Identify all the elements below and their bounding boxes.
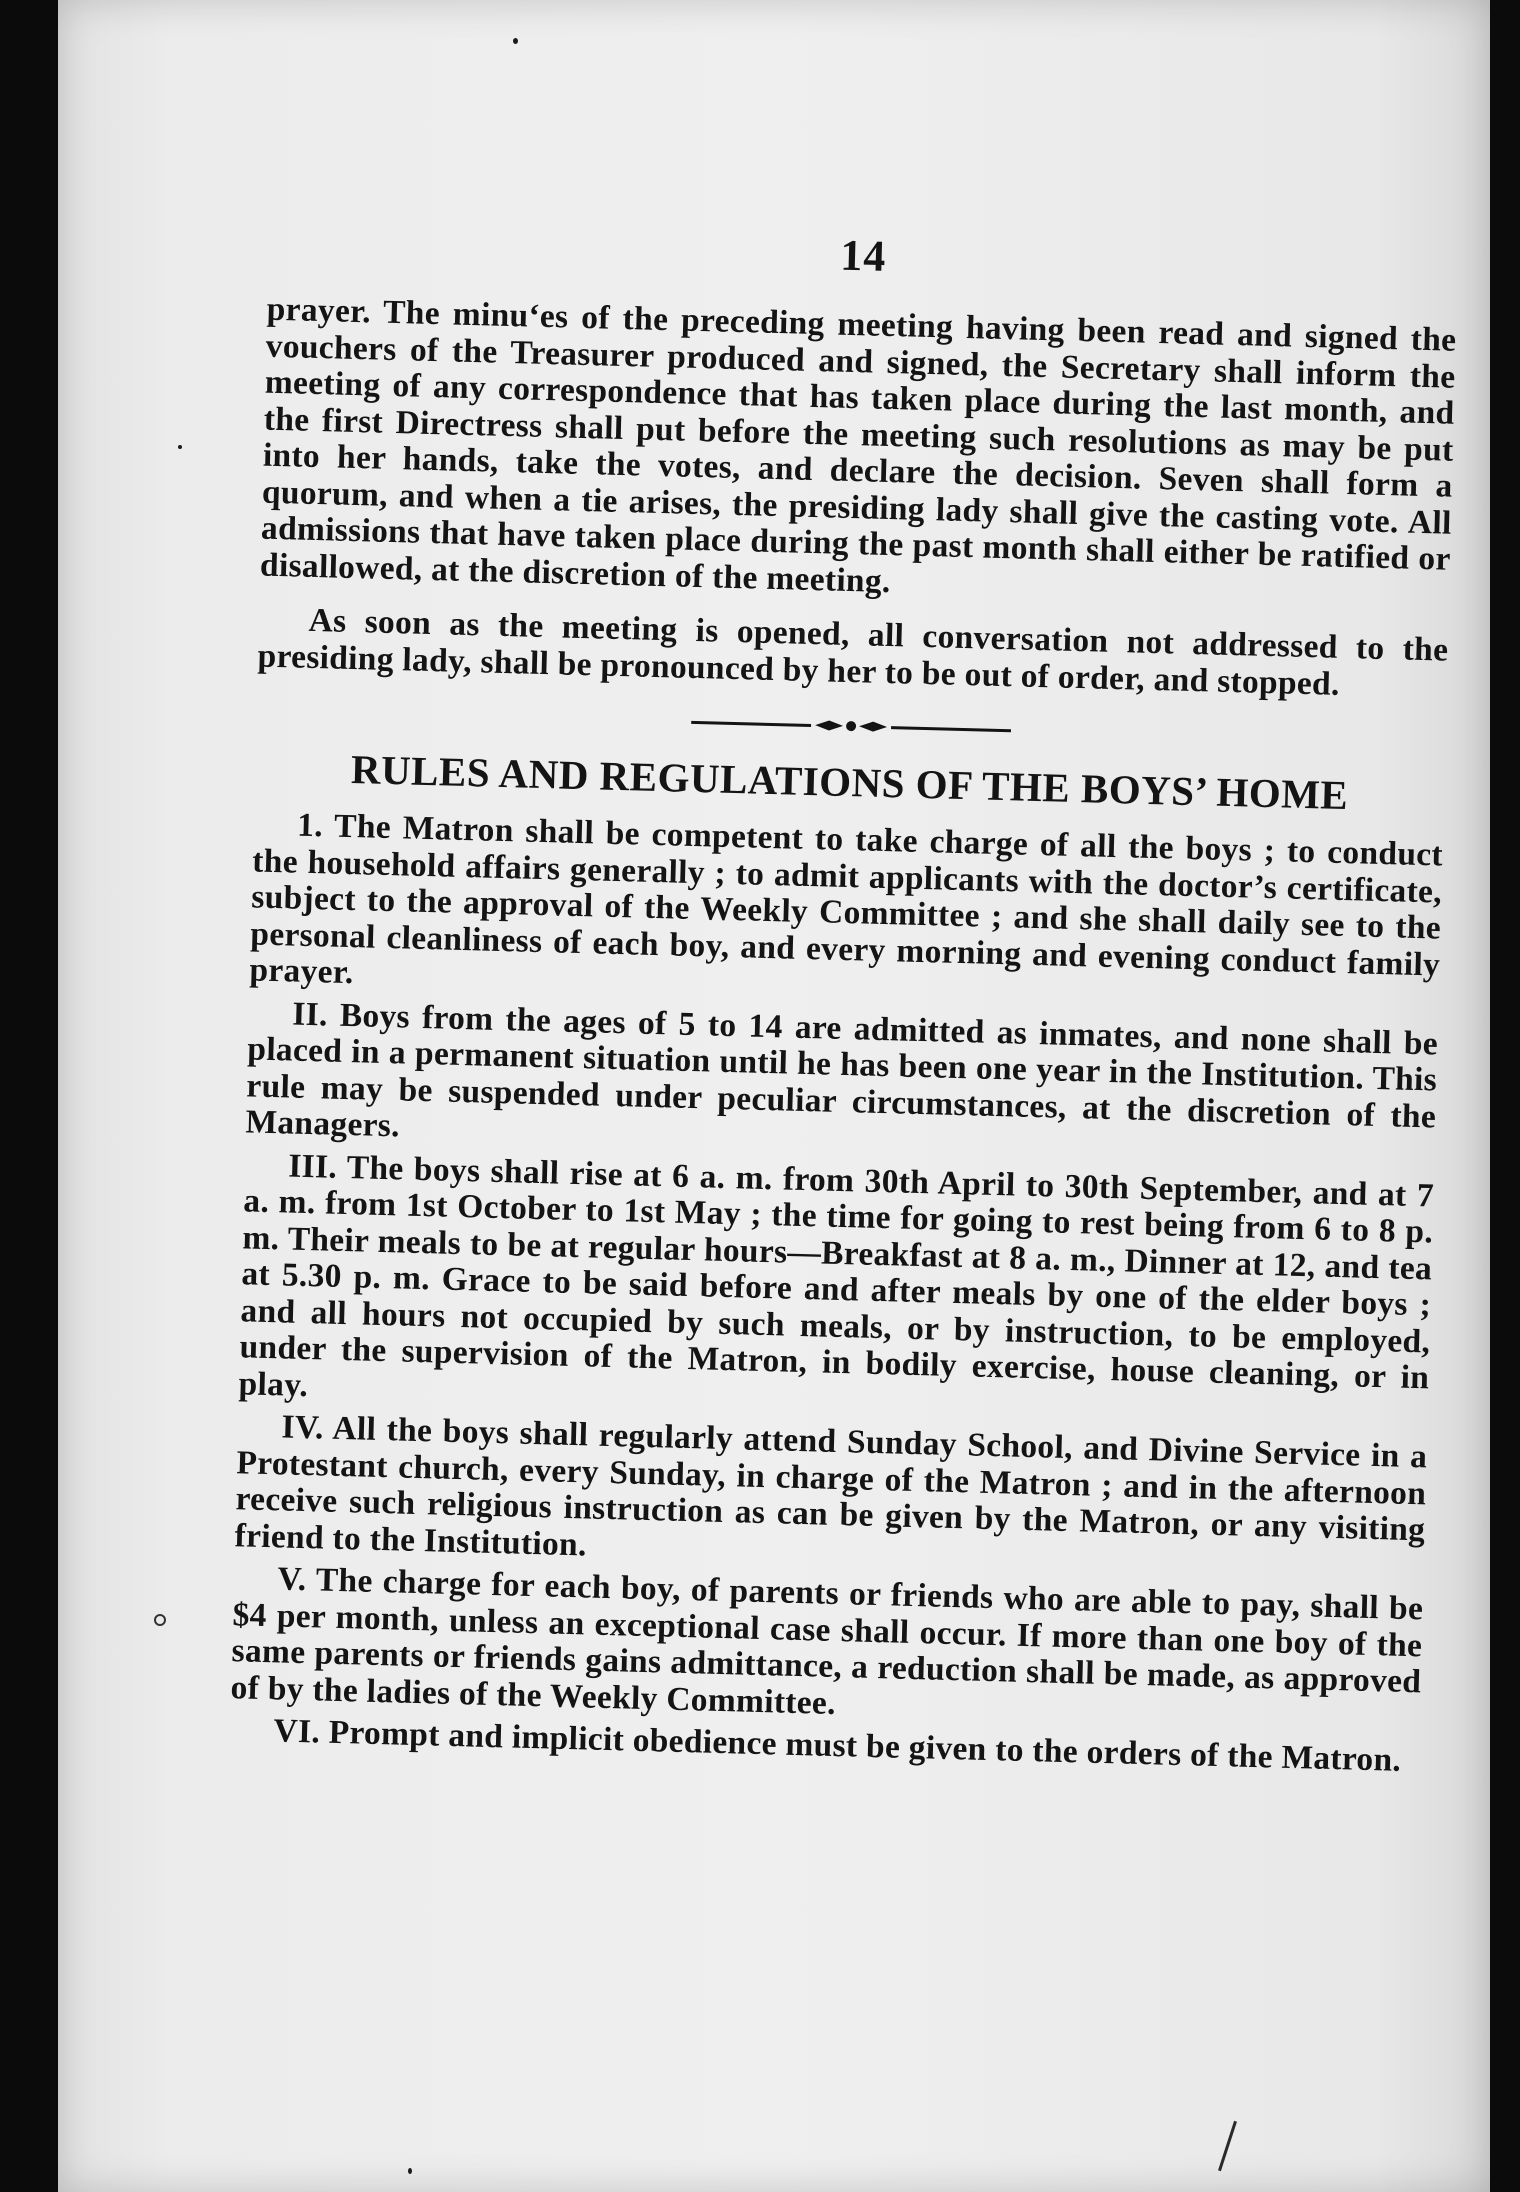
- divider-ornament-icon: [691, 712, 1011, 740]
- order-paragraph: As soon as the meeting is opened, all conversation not addressed to the presiding lady, shall be pronounced by her to be out of order, and stopped.: [257, 601, 1449, 703]
- opening-paragraph: prayer. The minu‘es of the preceding meeting having been read and signed the vouchers of the Treasurer produced and signed, the Secretary shall inform the meeting of any correspondence that has taken place during the last month, and the first Directress shall put before the meeting such resolutions as may be put into her hands, take the votes, and declare the decision. Seven shall form a quorum, and when a tie arises, the presiding lady shall give the casting vote. All admissions that have taken place during the past month shall either be ratified or disallowed, at the discretion of the meeting.: [259, 290, 1457, 600]
- rule-1: 1. The Matron shall be competent to take charge of all the boys ; to conduct the household affairs generally ; to admit applicants with the doctor’s certificate, subject to the approval of the Weekly Committee ; and she shall daily see to the personal cleanliness of each boy, and every morning and evening conduct family prayer.: [248, 806, 1444, 992]
- rule-2: II. Boys from the ages of 5 to 14 are admitted as inmates, and none shall be placed in a permanent situation until he has been one year in the Institution. This rule may be suspended under peculiar circumstances, at the discretion of the Managers.: [245, 995, 1439, 1145]
- speck-mark: [154, 1614, 166, 1626]
- speck-mark: [408, 2168, 412, 2174]
- rules-list: [229, 806, 1443, 1779]
- document-page: [222, 215, 1459, 2066]
- speck-mark: [513, 38, 518, 44]
- speck-mark: [178, 445, 182, 449]
- section-heading: RULES AND REGULATIONS OF THE BOYS’ HOME: [350, 746, 1349, 819]
- rule-4: IV. All the boys shall regularly attend Sunday School, and Divine Service in a Protestant church, every Sunday, in charge of the Matron ; and in the afternoon receive such religious instruction as can be given by the Matron, or any visiting friend to the Institution.: [234, 1408, 1428, 1563]
- page-number: 14: [839, 230, 888, 281]
- rule-6: VI. Prompt and implicit obedience must be given to the orders of the Matron.: [273, 1712, 1402, 1779]
- rule-5: V. The charge for each boy, of parents or friends who are able to pay, shall be $4 per month, unless an exceptional case shall occur. If more than one boy of the same parents or friends gains admittance, a reduction shall be made, as approved of by the ladies of the Weekly Committee.: [230, 1560, 1424, 1722]
- rule-3: III. The boys shall rise at 6 a. m. from 30th April to 30th September, and at 7 a. m. from 1st October to 1st May ; the time for going to rest being from 6 to 8 p. m. Their meals to be at regular hours—Breakfast at 8 a. m., Dinner at 12, and tea at 5.30 p. m. Grace to be said before and after meals by one of the elder boys ; and all hours not occupied by such meals, or by instruction, to be employed, under the supervision of the Matron, in bodily exercise, house cleaning, or in play.: [238, 1147, 1435, 1404]
- scratch-mark: [1218, 2121, 1237, 2171]
